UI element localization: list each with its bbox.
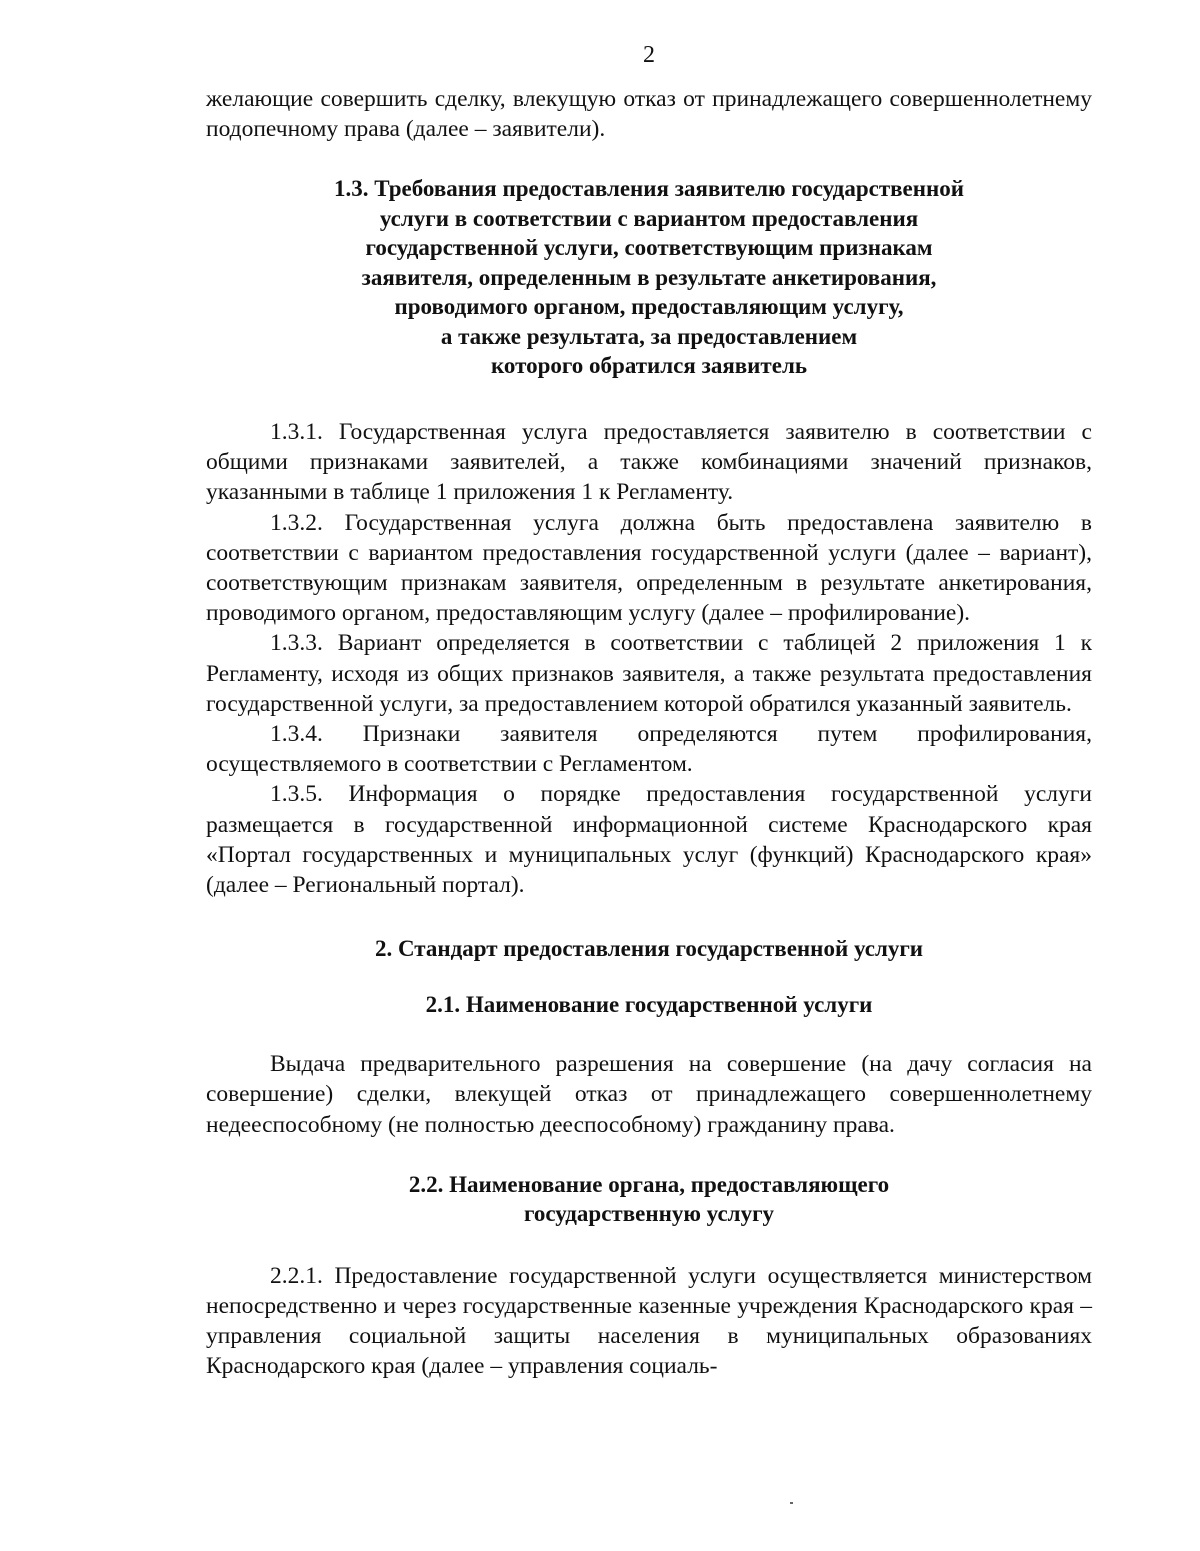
section-2-1-heading: 2.1. Наименование государственной услуги — [425, 991, 873, 1017]
section-2-2-heading — [206, 1170, 1092, 1229]
paragraph-1-3-3: 1.3.3. Вариант определяется в соответствии с таблицей 2 приложения 1 к Регламенту, исходя из общих признаков заявителя, а также результата предоставления государственной услуги, за предоставлением которой обратился указанный заявитель. — [206, 630, 1092, 717]
heading-line: 1.3. Требования предоставления заявителю государственной — [334, 176, 964, 202]
heading-line: услуги в соответствии с вариантом предоставления — [379, 205, 919, 231]
heading-line: которого обратился заявитель — [490, 353, 808, 379]
page-number: 2 — [643, 42, 655, 68]
heading-line: 2.2. Наименование органа, предоставляющего — [408, 1171, 890, 1197]
heading-line: государственную услугу — [523, 1201, 775, 1227]
intro-paragraph: желающие совершить сделку, влекущую отказ от принадлежащего совершеннолетнему подопечному права (далее – заявители). — [206, 86, 1092, 143]
scan-speck — [790, 1502, 793, 1504]
heading-line: проводимого органом, предоставляющим услугу, — [394, 294, 904, 320]
paragraph-1-3-2: 1.3.2. Государственная услуга должна быть предоставлена заявителю в соответствии с вариантом предоставления государственной услуги (далее – вариант), соответствующим признакам заявителя, определенным в результате анкетирования, проводимого органом, предоставляющим услугу (далее – профилирование). — [206, 509, 1092, 627]
paragraph-1-3-5: 1.3.5. Информация о порядке предоставления государственной услуги размещается в государственной информационной системе Краснодарского края «Портал государственных и муниципальных услуг (функций) Краснодарского края» (далее – Региональный портал). — [206, 781, 1092, 898]
section-1-3-heading — [206, 174, 1092, 381]
paragraph-2-2-1: 2.2.1. Предоставление государственной услуги осуществляется министерством непосредственно и через государственные казенные учреждения Краснодарского края – управления социальной защиты населения в муниципальных образованиях Краснодарского края (далее – управления социаль- — [206, 1262, 1092, 1380]
section-2-heading: 2. Стандарт предоставления государственной услуги — [374, 936, 924, 962]
document-page — [206, 40, 1092, 1382]
heading-line: а также результата, за предоставлением — [440, 323, 858, 349]
heading-line: государственной услуги, соответствующим признакам — [365, 235, 933, 261]
paragraph-1-3-4: 1.3.4. Признаки заявителя определяются путем профилирования, осуществляемого в соответствии с Регламентом. — [206, 720, 1092, 778]
paragraph-2-1: Выдача предварительного разрешения на совершение (на дачу согласия на совершение) сделки, влекущей отказ от принадлежащего совершеннолетнему недееспособному (не полностью дееспособному) гражданину права. — [206, 1051, 1092, 1138]
paragraph-1-3-1: 1.3.1. Государственная услуга предоставляется заявителю в соответствии с общими признаками заявителей, а также комбинациями значений признаков, указанными в таблице 1 приложения 1 к Регламенту. — [206, 418, 1092, 506]
heading-line: заявителя, определенным в результате анкетирования, — [361, 264, 937, 290]
